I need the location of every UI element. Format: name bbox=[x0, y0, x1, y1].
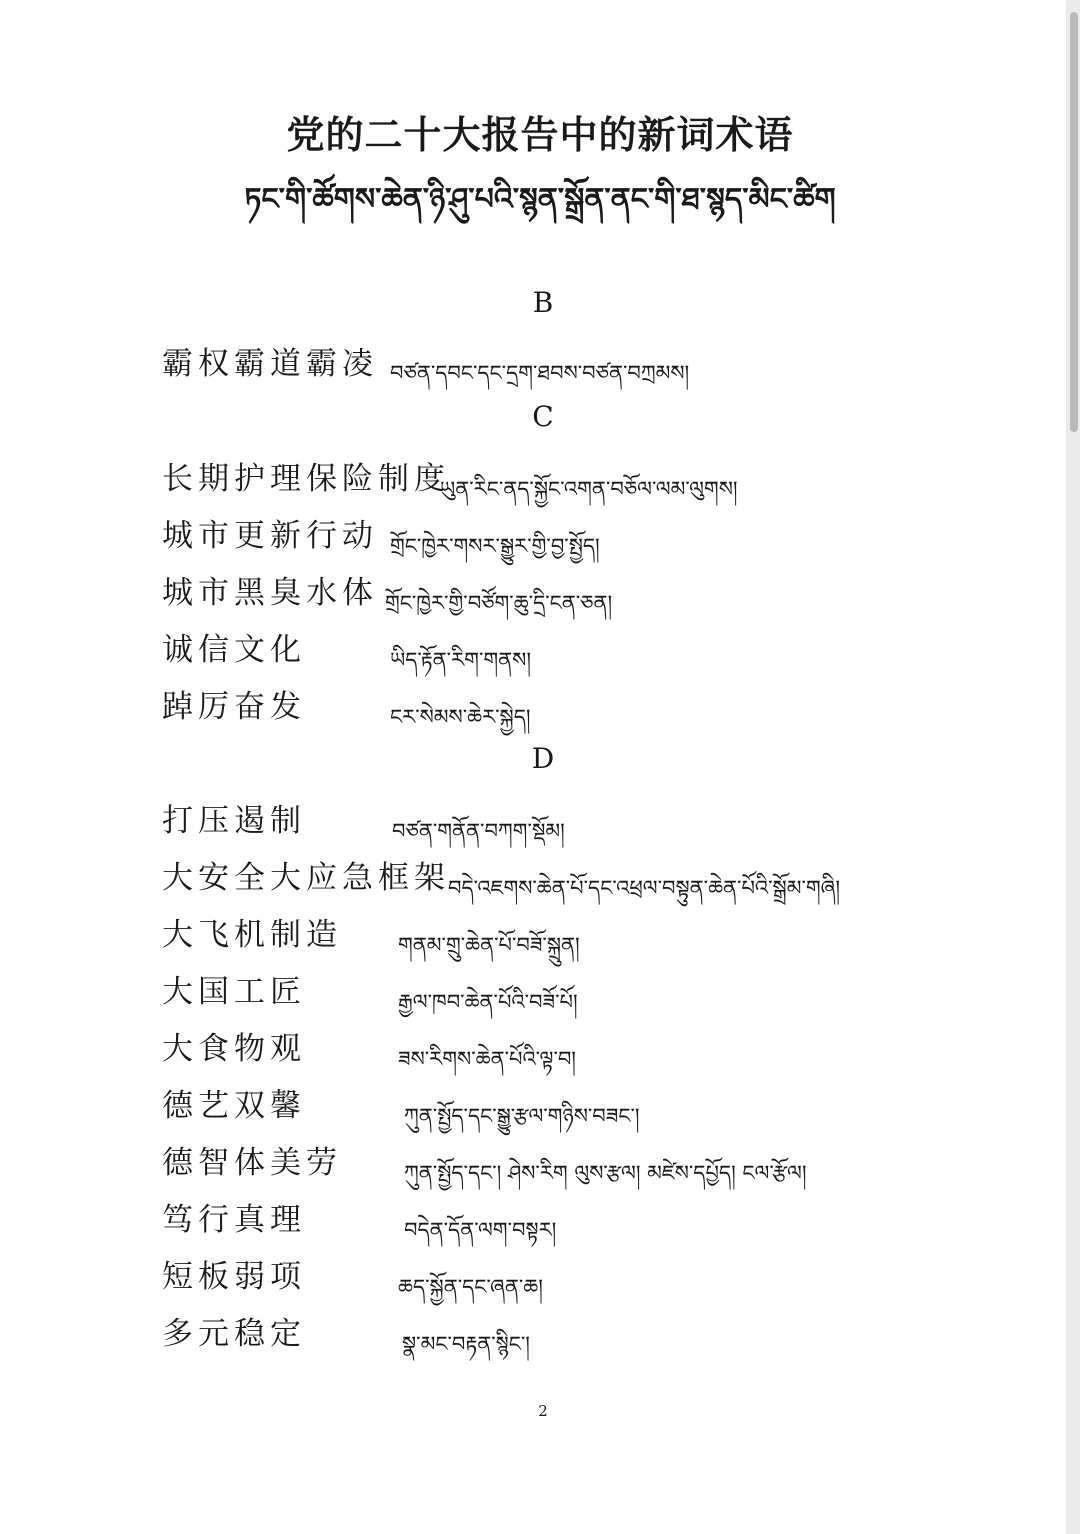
term-bo: སྣ་མང་བརྟན་སྙིང་། bbox=[402, 1332, 530, 1356]
scrollbar-thumb[interactable] bbox=[1070, 12, 1078, 432]
term-bo: ཡུན་རིང་ནད་སྐྱོང་འགན་བཅོལ་ལམ་ལུགས། bbox=[440, 477, 738, 501]
term-zh: 大食物观 bbox=[162, 1031, 306, 1067]
term-bo: ཡིད་རྟོན་རིག་གནས། bbox=[390, 648, 531, 672]
term-bo: བདེ་འཇགས་ཆེན་པོ་དང་འཕྲལ་བསྟུན་ཆེན་པོའི་སྒྲོམ་གཞི། bbox=[448, 876, 841, 900]
term-zh: 大飞机制造 bbox=[162, 917, 342, 953]
term-zh: 短板弱项 bbox=[162, 1259, 306, 1295]
term-bo: གྲོང་ཁྱེར་གྱི་བཙོག་ཆུ་དྲི་ངན་ཅན། bbox=[385, 591, 613, 615]
term-zh: 多元稳定 bbox=[162, 1316, 306, 1352]
term-bo: གནམ་གྲུ་ཆེན་པོ་བཟོ་སྐྲུན། bbox=[398, 933, 580, 957]
term-zh: 城市更新行动 bbox=[162, 518, 378, 554]
term-zh: 打压遏制 bbox=[162, 803, 306, 839]
section-letter-c: C bbox=[532, 400, 554, 433]
term-bo: བཙན་དབང་དང་དྲག་ཐབས་བཙན་བཀྲམས། bbox=[390, 361, 690, 385]
term-zh: 诚信文化 bbox=[162, 632, 306, 668]
term-zh: 大安全大应急框架 bbox=[162, 860, 450, 896]
term-zh: 大国工匠 bbox=[162, 974, 306, 1010]
term-zh: 长期护理保险制度 bbox=[162, 461, 450, 497]
term-zh: 城市黑臭水体 bbox=[162, 575, 378, 611]
term-zh: 德艺双馨 bbox=[162, 1088, 306, 1124]
page-subtitle-tibetan: ཏང་གི་ཚོགས་ཆེན་ཉི་ཤུ་པའི་སྙན་སྒྲོན་ནང་གི་ཐ་སྙད་མིང་ཚིག bbox=[244, 182, 836, 217]
term-bo: ཀུན་སྤྱོད་དང་སྒྱུ་རྩལ་གཉིས་བཟང་། bbox=[404, 1104, 640, 1128]
term-bo: བདེན་དོན་ལག་བསྟར། bbox=[404, 1218, 557, 1242]
term-bo: ཆད་སྐྱོན་དང་ཞན་ཆ། bbox=[398, 1275, 543, 1299]
term-zh: 笃行真理 bbox=[162, 1202, 306, 1238]
page-title: 党的二十大报告中的新词术语 bbox=[286, 112, 794, 157]
term-zh: 霸权霸道霸凌 bbox=[162, 346, 378, 382]
term-bo: གྲོང་ཁྱེར་གསར་སྒྱུར་གྱི་བྱ་སྤྱོད། bbox=[390, 534, 600, 558]
term-bo: ཟས་རིགས་ཆེན་པོའི་ལྟ་བ། bbox=[398, 1047, 576, 1071]
section-letter-d: D bbox=[531, 742, 555, 775]
term-bo: རྒྱལ་ཁབ་ཆེན་པོའི་བཟོ་པོ། bbox=[398, 990, 578, 1014]
term-zh: 德智体美劳 bbox=[162, 1145, 342, 1181]
term-bo: བཙན་གནོན་བཀག་སྡོམ། bbox=[392, 819, 565, 843]
term-bo: ཀུན་སྤྱོད་དང་། ཤེས་རིག ལུས་རྩལ། མཛེས་དཔྱོད། ངལ་རྩོལ། bbox=[404, 1161, 807, 1185]
term-bo: ངར་སེམས་ཆེར་སྐྱེད། bbox=[390, 705, 531, 729]
page-number: 2 bbox=[538, 1402, 548, 1420]
term-zh: 踔厉奋发 bbox=[162, 689, 306, 725]
section-letter-b: B bbox=[532, 286, 554, 319]
